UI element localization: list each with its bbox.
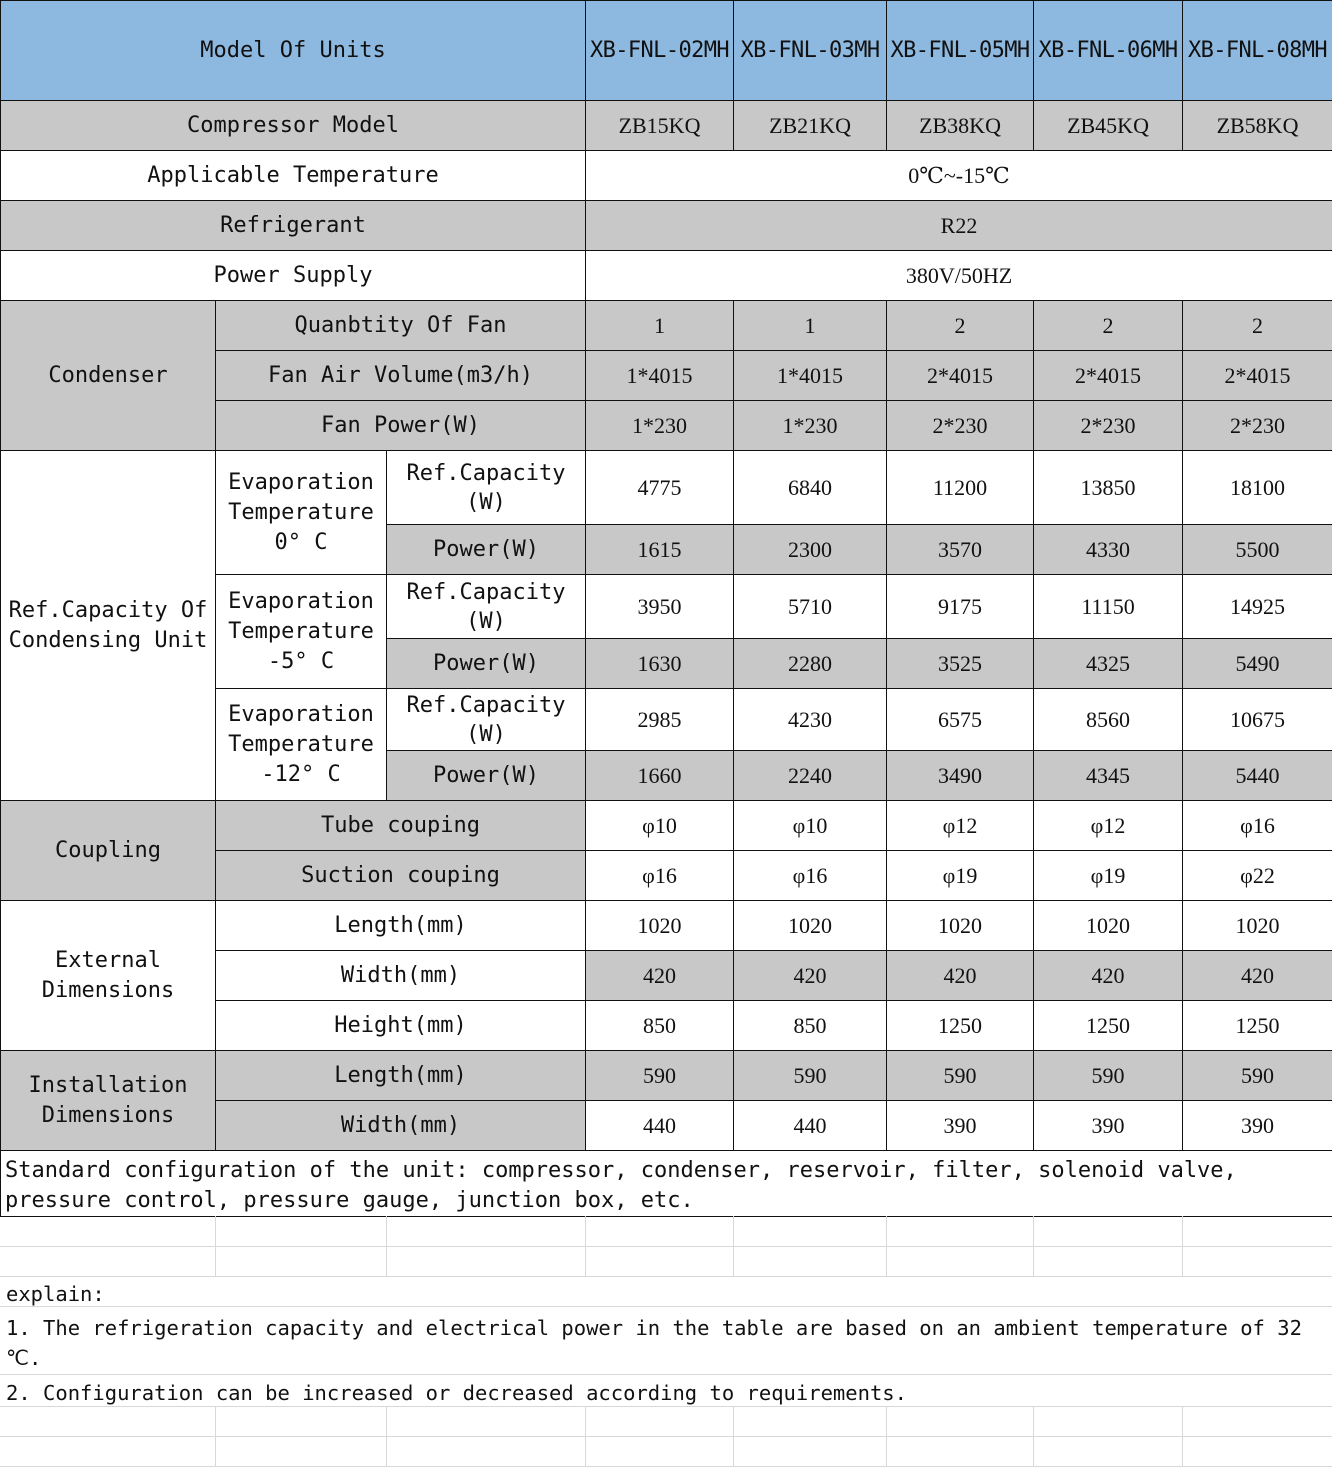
capacity-value: 13850 [1034, 451, 1183, 525]
model-cell: XB-FNL-02MH [586, 1, 734, 101]
capacity-value: 11150 [1034, 575, 1183, 639]
inst-length-value: 590 [586, 1051, 734, 1101]
ext-height-value: 1250 [1034, 1001, 1183, 1051]
standard-config-text: Standard configuration of the unit: compressor, condenser, reservoir, filter, solenoid valve, pressure control, pressure gauge, junction box, etc. [1, 1151, 1332, 1217]
ext-height-value: 850 [734, 1001, 887, 1051]
explain-title: explain: [6, 1282, 105, 1306]
fan-air-value: 2*4015 [1183, 351, 1332, 401]
fan-power-value: 2*230 [1183, 401, 1332, 451]
compressor-row [1, 101, 1332, 151]
fan-qty-value: 2 [1034, 301, 1183, 351]
ext-width-value: 420 [734, 951, 887, 1001]
model-of-units-label: Model Of Units [1, 1, 586, 101]
inst-width-value: 390 [887, 1101, 1034, 1151]
capacity-value: 2985 [586, 689, 734, 751]
ext-length-value: 1020 [887, 901, 1034, 951]
power-value: 4325 [1034, 639, 1183, 689]
fan-air-value: 2*4015 [1034, 351, 1183, 401]
power-w-label: Power(W) [387, 525, 586, 575]
fan-qty-value: 1 [586, 301, 734, 351]
power-value: 1630 [586, 639, 734, 689]
tube-couping-value: φ16 [1183, 801, 1332, 851]
ref-capacity-label: Ref.Capacity Of Condensing Unit [1, 451, 216, 801]
fan-power-value: 2*230 [887, 401, 1034, 451]
ext-height-value: 1250 [1183, 1001, 1332, 1051]
suction-couping-value: φ16 [586, 851, 734, 901]
ext-width-label: Width(mm) [216, 951, 586, 1001]
capacity-value: 9175 [887, 575, 1034, 639]
refrigerant-label: Refrigerant [1, 201, 586, 251]
capacity-value: 18100 [1183, 451, 1332, 525]
power-supply-value: 380V/50HZ [586, 251, 1332, 301]
tube-couping-value: φ12 [1034, 801, 1183, 851]
model-cell: XB-FNL-08MH [1183, 1, 1332, 101]
installation-dimensions-label: Installation Dimensions [1, 1051, 216, 1151]
fan-qty-value: 2 [887, 301, 1034, 351]
inst-length-value: 590 [1034, 1051, 1183, 1101]
power-value: 3525 [887, 639, 1034, 689]
fan-qty-value: 2 [1183, 301, 1332, 351]
inst-length-value: 590 [1183, 1051, 1332, 1101]
fan-power-value: 1*230 [734, 401, 887, 451]
power-value: 4330 [1034, 525, 1183, 575]
tube-couping-value: φ12 [887, 801, 1034, 851]
tube-couping-label: Tube couping [216, 801, 586, 851]
tube-couping-row [1, 801, 1332, 851]
tube-couping-value: φ10 [586, 801, 734, 851]
suction-couping-value: φ19 [887, 851, 1034, 901]
ext-length-value: 1020 [1183, 901, 1332, 951]
ext-width-value: 420 [887, 951, 1034, 1001]
ext-height-label: Height(mm) [216, 1001, 586, 1051]
power-value: 5500 [1183, 525, 1332, 575]
ext-length-value: 1020 [1034, 901, 1183, 951]
ext-length-value: 1020 [586, 901, 734, 951]
power-w-label: Power(W) [387, 639, 586, 689]
fan-air-value: 2*4015 [887, 351, 1034, 401]
ref-capacity-w-label: Ref.Capacity (W) [387, 451, 586, 525]
fan-power-value: 2*230 [1034, 401, 1183, 451]
capacity-value: 10675 [1183, 689, 1332, 751]
inst-width-value: 440 [586, 1101, 734, 1151]
inst-width-value: 390 [1034, 1101, 1183, 1151]
power-supply-label: Power Supply [1, 251, 586, 301]
power-value: 3570 [887, 525, 1034, 575]
evap-temp-label: Evaporation Temperature -12° C [216, 689, 387, 801]
model-cell: XB-FNL-06MH [1034, 1, 1183, 101]
inst-width-value: 390 [1183, 1101, 1332, 1151]
inst-width-value: 440 [734, 1101, 887, 1151]
ref-capacity-w-label: Ref.Capacity (W) [387, 575, 586, 639]
fan-power-value: 1*230 [586, 401, 734, 451]
power-supply-row [1, 251, 1332, 301]
tube-couping-value: φ10 [734, 801, 887, 851]
ext-length-row [1, 901, 1332, 951]
compressor-label: Compressor Model [1, 101, 586, 151]
power-value: 5440 [1183, 751, 1332, 801]
ext-width-value: 420 [586, 951, 734, 1001]
refrigerant-row [1, 201, 1332, 251]
power-value: 5490 [1183, 639, 1332, 689]
suction-couping-value: φ19 [1034, 851, 1183, 901]
inst-length-row [1, 1051, 1332, 1101]
coupling-label: Coupling [1, 801, 216, 901]
ext-length-label: Length(mm) [216, 901, 586, 951]
ext-length-value: 1020 [734, 901, 887, 951]
capacity-value: 6840 [734, 451, 887, 525]
power-value: 1660 [586, 751, 734, 801]
inst-length-label: Length(mm) [216, 1051, 586, 1101]
ext-width-value: 420 [1034, 951, 1183, 1001]
fan-qty-value: 1 [734, 301, 887, 351]
power-value: 2300 [734, 525, 887, 575]
fan-air-value: 1*4015 [586, 351, 734, 401]
applicable-temperature-value: 0℃~-15℃ [586, 151, 1332, 201]
applicable-temperature-row [1, 151, 1332, 201]
ref-capacity-row [1, 451, 1332, 525]
refrigerant-value: R22 [586, 201, 1332, 251]
compressor-value: ZB15KQ [586, 101, 734, 151]
fan-air-label: Fan Air Volume(m3/h) [216, 351, 586, 401]
model-cell: XB-FNL-05MH [887, 1, 1034, 101]
note-item: 2. Configuration can be increased or decreased according to requirements. [6, 1381, 907, 1405]
sheet-gridlines [0, 1216, 1332, 1467]
note-item: 1. The refrigeration capacity and electrical power in the table are based on an ambient temperature of 32 ℃. [6, 1316, 1315, 1370]
compressor-value: ZB21KQ [734, 101, 887, 151]
applicable-temperature-label: Applicable Temperature [1, 151, 586, 201]
capacity-value: 4230 [734, 689, 887, 751]
power-value: 2280 [734, 639, 887, 689]
model-cell: XB-FNL-03MH [734, 1, 887, 101]
ext-height-value: 1250 [887, 1001, 1034, 1051]
power-value: 3490 [887, 751, 1034, 801]
power-value: 2240 [734, 751, 887, 801]
external-dimensions-label: External Dimensions [1, 901, 216, 1051]
capacity-value: 3950 [586, 575, 734, 639]
fan-power-label: Fan Power(W) [216, 401, 586, 451]
suction-couping-value: φ16 [734, 851, 887, 901]
evap-temp-label: Evaporation Temperature 0° C [216, 451, 387, 575]
inst-width-label: Width(mm) [216, 1101, 586, 1151]
capacity-value: 14925 [1183, 575, 1332, 639]
fan-air-value: 1*4015 [734, 351, 887, 401]
capacity-value: 11200 [887, 451, 1034, 525]
inst-length-value: 590 [734, 1051, 887, 1101]
power-w-label: Power(W) [387, 751, 586, 801]
compressor-value: ZB38KQ [887, 101, 1034, 151]
suction-couping-value: φ22 [1183, 851, 1332, 901]
capacity-value: 6575 [887, 689, 1034, 751]
compressor-value: ZB58KQ [1183, 101, 1332, 151]
evap-temp-label: Evaporation Temperature -5° C [216, 575, 387, 689]
capacity-value: 4775 [586, 451, 734, 525]
header-row [1, 1, 1332, 101]
fan-qty-label: Quanbtity Of Fan [216, 301, 586, 351]
standard-config-row [1, 1151, 1332, 1217]
inst-length-value: 590 [887, 1051, 1034, 1101]
suction-couping-label: Suction couping [216, 851, 586, 901]
ext-height-value: 850 [586, 1001, 734, 1051]
capacity-value: 5710 [734, 575, 887, 639]
ext-width-value: 420 [1183, 951, 1332, 1001]
condenser-label: Condenser [1, 301, 216, 451]
power-value: 4345 [1034, 751, 1183, 801]
capacity-value: 8560 [1034, 689, 1183, 751]
power-value: 1615 [586, 525, 734, 575]
ref-capacity-w-label: Ref.Capacity (W) [387, 689, 586, 751]
condenser-fan-qty-row [1, 301, 1332, 351]
compressor-value: ZB45KQ [1034, 101, 1183, 151]
